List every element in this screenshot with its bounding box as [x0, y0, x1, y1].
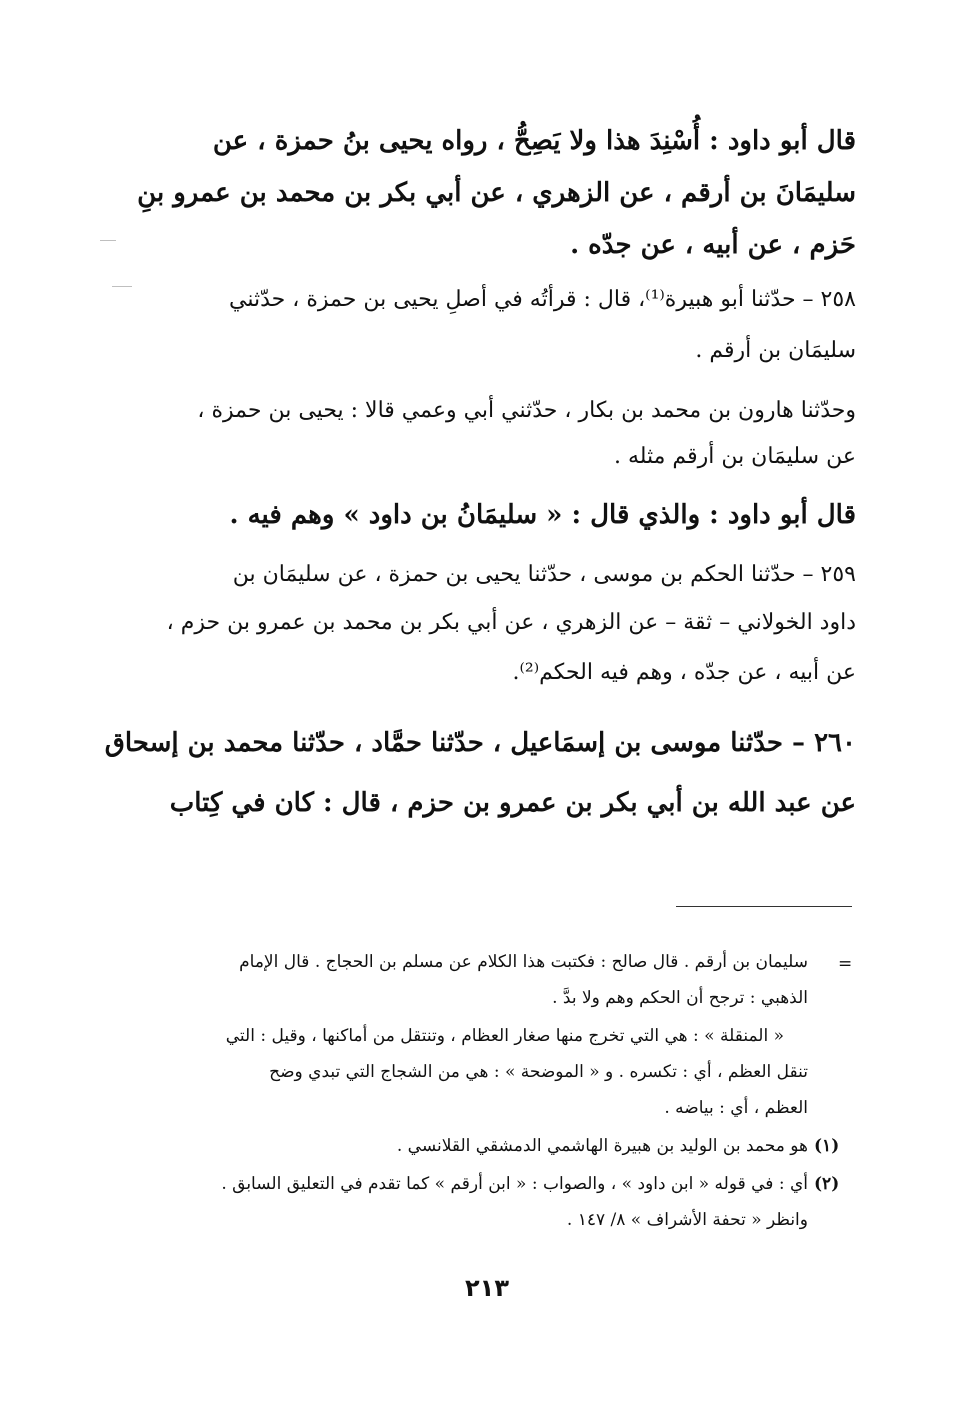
body-line: سليمَان بن أرقم .: [695, 338, 856, 363]
footnote-line: تنقل العظم ، أي : تكسره . و « الموضحة » : هي من الشجاج التي تبدي وضح: [269, 1062, 808, 1082]
body-line: داود الخولاني – ثقة – عن الزهري ، عن أبي بكر بن محمد بن عمرو بن حزم ،: [166, 610, 856, 635]
footnote-line: العظم ، أي : بياضه .: [664, 1098, 808, 1118]
body-line: عن أبيه ، عن جدّه ، وهم فيه الحكم⁽²⁾.: [512, 660, 856, 685]
body-line: قال أبو داود : أُسْنِدَ هذا ولا يَصِحُّ ، رواه يحيى بنُ حمزة ، عن: [212, 126, 856, 156]
body-line: سليمَانَ بن أرقم ، عن الزهري ، عن أبي بكر بن محمد بن عمرو بنِ: [137, 178, 856, 208]
body-line: حَزم ، عن أبيه ، عن جدّه .: [570, 230, 856, 260]
body-line: وحدّثنا هارون بن محمد بن بكار ، حدّثني أبي وعمي قالا : يحيى بن حمزة ،: [197, 398, 856, 423]
margin-scan-mark: [100, 240, 116, 241]
body-line: عن سليمَان بن أرقم مثله .: [613, 444, 856, 469]
footnote-line: الذهبي : ترجح أن الحكم وهم ولا بدَّ .: [552, 988, 808, 1008]
footnote-number: (١): [814, 1136, 840, 1156]
margin-scan-mark: [112, 286, 132, 287]
footnote-line: سليمان بن أرقم . قال صالح : فكتبت هذا الكلام عن مسلم بن الحجاج . قال الإمام: [239, 952, 808, 972]
body-line: ٢٦٠ – حدّثنا موسى بن إسمَاعيل ، حدّثنا حمَّاد ، حدّثنا محمد بن إسحاق: [104, 728, 856, 758]
body-line: عن عبد الله بن أبي بكر بن عمرو بن حزم ، قال : كان في كِتاب: [169, 788, 856, 818]
footnote-line: هو محمد بن الوليد بن هبيرة الهاشمي الدمشقي القلانسي .: [396, 1136, 808, 1156]
body-line: ٢٥٨ – حدّثنا أبو هبيرة⁽¹⁾، قال : قرأتُه في أصلِ يحيى بن حمزة ، حدّثني: [229, 287, 856, 312]
footnote-line: « المنقلة » : هي التي تخرج منها صغار العظام ، وتنتقل من أماكنها ، وقيل : التي: [225, 1026, 784, 1046]
body-line: ٢٥٩ – حدّثنا الحكم بن موسى ، حدّثنا يحيى بن حمزة ، عن سليمَان بن: [232, 562, 856, 587]
body-line: قال أبو داود : والذي قال : « سليمَانُ بن داود » وهم فيه .: [229, 500, 856, 530]
footnote-line: أي : في قوله « ابن داود » ، والصواب : « ابن أرقم » كما تقدم في التعليق السابق .: [221, 1174, 808, 1194]
footnote-continuation-marker: =: [838, 954, 853, 974]
footnote-separator: [676, 906, 852, 907]
page-number: ٢١٣: [465, 1274, 509, 1302]
footnote-line: وانظر « تحفة الأشراف » ٨/ ١٤٧ .: [566, 1210, 808, 1230]
footnote-number: (٢): [814, 1174, 840, 1194]
